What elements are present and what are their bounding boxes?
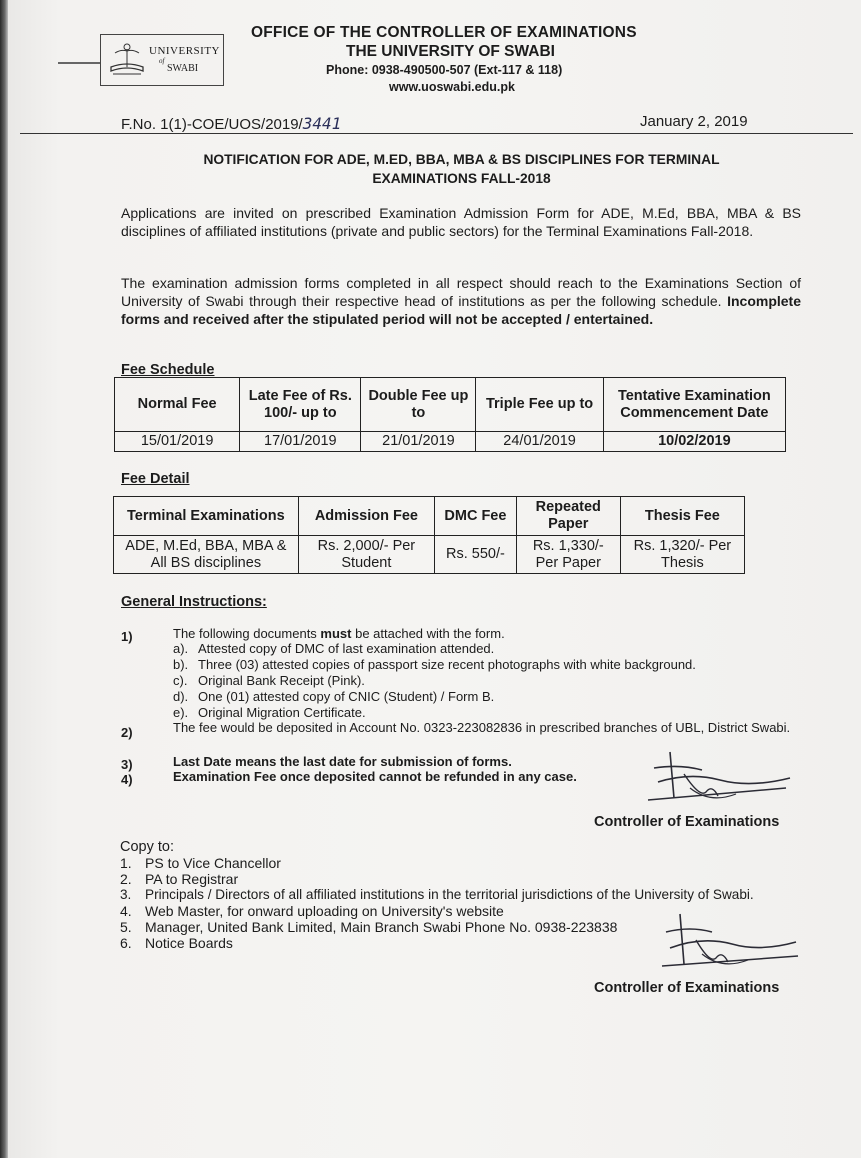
schedule-paragraph-text: The examination admission forms completed in all respect should reach to the Examinations Section of University of Swabi through their respective head of institutions as per the following schedule. [121,275,801,309]
copy-text: PA to Registrar [145,871,239,887]
university-name: THE UNIVERSITY OF SWABI [346,43,555,60]
header-rule [20,133,853,134]
signatory-title: Controller of Examinations [594,814,780,830]
schedule-paragraph-warning: Incomplete forms and received after the stipulated period will not be accepted / entertained. [121,293,801,327]
document-requirement [173,705,366,720]
instruction-text: be attached with the form. [351,626,505,641]
table-cell: ADE, M.Ed, BBA, MBA & All BS disciplines [114,536,299,574]
table-cell: Rs. 1,320/- Per Thesis [620,536,744,574]
copy-text: Notice Boards [145,935,233,951]
table-cell: 15/01/2019 [115,432,240,452]
file-number [121,114,341,133]
instruction-number: 4) [121,772,133,787]
sub-item-text: Attested copy of DMC of last examination attended. [198,641,495,656]
signatory-title: Controller of Examinations [594,980,780,996]
copy-number: 5. [120,919,132,935]
sub-item-label: c). [173,673,188,688]
instruction-item-2: The fee would be deposited in Account No. 0323-223082836 in prescribed branches of UBL, District Swabi. [173,720,791,735]
fee-schedule-heading: Fee Schedule [121,362,215,378]
logo-text-university: UNIVERSITY [149,45,220,57]
general-instructions-heading: General Instructions: [121,594,267,610]
copy-recipient [120,871,238,887]
copy-text: Web Master, for onward uploading on University's website [145,903,504,919]
table-header-cell: Admission Fee [298,497,434,536]
document-requirement [173,641,494,656]
copy-recipient [120,919,617,935]
university-logo [100,34,224,86]
table-row [115,432,786,452]
instruction-item-1 [173,626,505,641]
instruction-text: The following documents [173,626,321,641]
instruction-item-3: Last Date means the last date for submission of forms. [173,754,512,769]
document-requirement [173,657,696,672]
copy-text: Manager, United Bank Limited, Main Branch Swabi Phone No. 0938-223838 [145,919,618,935]
table-header-cell: Late Fee of Rs. 100/- up to [240,378,361,432]
copy-recipient [120,887,754,903]
handwritten-signature [640,748,800,810]
table-cell: Rs. 2,000/- Per Student [298,536,434,574]
table-cell: 24/01/2019 [476,432,603,452]
table-header-cell: DMC Fee [435,497,517,536]
table-header-cell: Terminal Examinations [114,497,299,536]
website-line: www.uoswabi.edu.pk [389,80,515,94]
copy-number: 4. [120,903,132,919]
copy-number: 2. [120,871,132,887]
logo-text-swabi: SWABI [167,63,199,74]
handwritten-signature [656,912,806,974]
table-header-cell: Double Fee up to [361,378,476,432]
table-cell: 17/01/2019 [240,432,361,452]
sub-item-label: a). [173,641,189,656]
copy-to-heading: Copy to: [120,839,174,855]
sub-item-text: Original Bank Receipt (Pink). [198,673,365,688]
instruction-number: 3) [121,757,133,772]
logo-text-of: of [159,57,165,65]
instruction-number: 1) [121,629,133,644]
sub-item-text: Original Migration Certificate. [198,705,366,720]
file-number-printed: F.No. 1(1)-COE/UOS/2019/ [121,116,303,133]
table-row [115,378,786,432]
copy-number: 6. [120,935,132,951]
copy-number: 3. [120,887,132,902]
sub-item-text: One (01) attested copy of CNIC (Student) / Form B. [198,689,495,704]
table-header-cell: Triple Fee up to [476,378,603,432]
logo-stroke [58,62,102,64]
notification-title-line1: NOTIFICATION FOR ADE, M.ED, BBA, MBA & BS DISCIPLINES FOR TERMINAL [203,152,720,167]
table-header-cell: Normal Fee [115,378,240,432]
table-row [114,497,745,536]
schedule-paragraph [121,274,801,328]
document-requirement [173,673,365,688]
instruction-item-4: Examination Fee once deposited cannot be refunded in any case. [173,769,577,784]
copy-recipient [120,935,233,951]
fee-detail-heading: Fee Detail [121,471,190,487]
copy-recipient [120,855,281,871]
document-requirement [173,689,494,704]
fee-detail-table [113,496,745,574]
phone-line: Phone: 0938-490500-507 (Ext-117 & 118) [326,63,563,77]
book-emblem-icon [107,41,147,79]
sub-item-label: d). [173,689,189,704]
copy-recipient [120,903,504,919]
table-header-cell: Tentative Examination Commencement Date [603,378,785,432]
copy-text: Principals / Directors of all affiliated institutions in the territorial jurisdictions of the University of Swabi. [145,887,754,902]
office-title: OFFICE OF THE CONTROLLER OF EXAMINATIONS [251,24,637,41]
notification-title-line2: EXAMINATIONS FALL-2018 [372,171,551,186]
fee-schedule-table [114,377,786,452]
file-number-handwritten: 3441 [302,114,342,133]
instruction-number: 2) [121,725,133,740]
intro-paragraph: Applications are invited on prescribed Examination Admission Form for ADE, M.Ed, BBA, MBA & BS disciplines of affiliated institutions (private and public sectors) for the Terminal Examinations Fall-2018. [121,205,801,239]
copy-number: 1. [120,855,132,871]
copy-text: PS to Vice Chancellor [145,855,281,871]
table-cell: 21/01/2019 [361,432,476,452]
table-cell: 10/02/2019 [603,432,785,452]
table-row [114,536,745,574]
scan-left-edge [0,0,8,1158]
instruction-emphasis: must [320,626,352,641]
letter-date: January 2, 2019 [640,113,748,130]
table-header-cell: Thesis Fee [620,497,744,536]
table-header-cell: Repeated Paper [516,497,620,536]
sub-item-label: b). [173,657,189,672]
table-cell: Rs. 550/- [435,536,517,574]
sub-item-text: Three (03) attested copies of passport size recent photographs with white background. [198,657,696,672]
table-cell: Rs. 1,330/- Per Paper [516,536,620,574]
sub-item-label: e). [173,705,189,720]
